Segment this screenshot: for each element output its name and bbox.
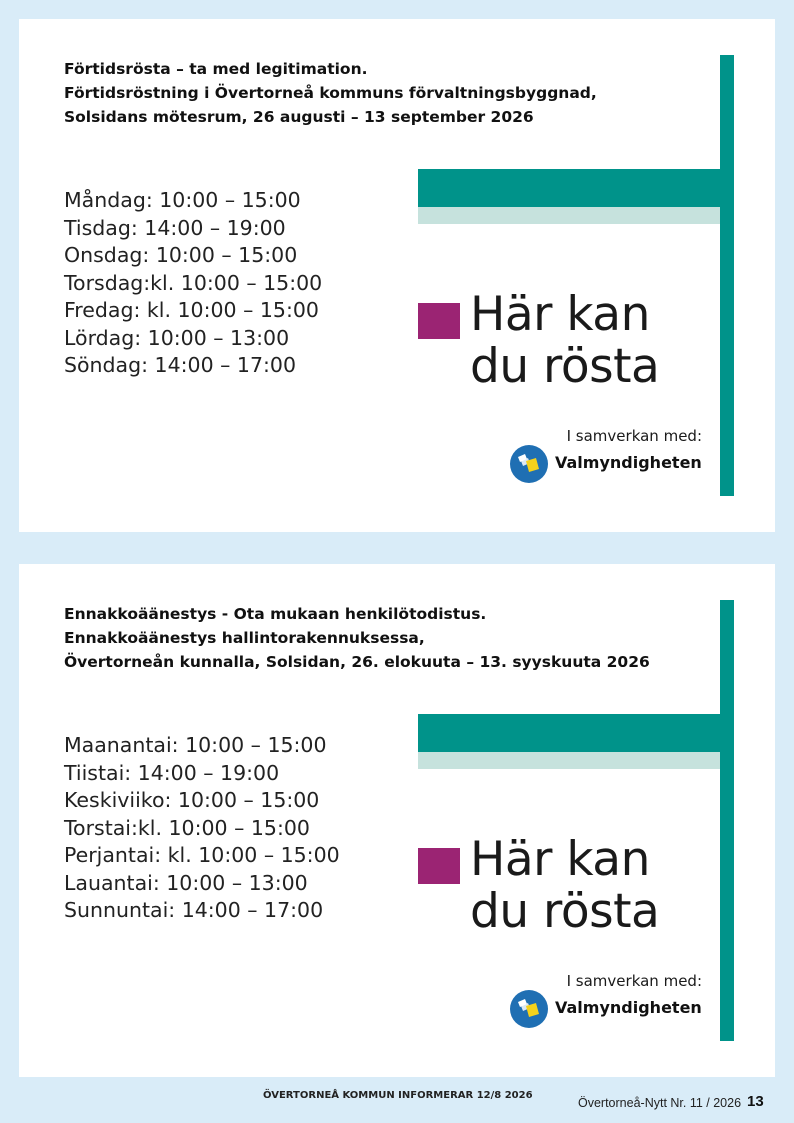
- vote-title-line: Här kan: [470, 287, 650, 342]
- page-number: 13: [747, 1093, 764, 1110]
- hours-row: Maanantai: 10:00 – 15:00: [64, 733, 327, 757]
- heading-line: Övertorneån kunnalla, Solsidan, 26. elokuuta – 13. syyskuuta 2026: [64, 653, 650, 671]
- decorative-vertical-bar: [720, 55, 734, 496]
- poster-swedish: [19, 19, 775, 532]
- valmyndigheten-logo: [510, 989, 710, 1029]
- heading-line: Solsidans mötesrum, 26 augusti – 13 september 2026: [64, 108, 534, 126]
- hours-row: Tiistai: 14:00 – 19:00: [64, 760, 280, 785]
- ballot-icon: [510, 445, 548, 483]
- decorative-vertical-bar: [720, 600, 734, 1041]
- decorative-teal-bar: [418, 169, 720, 207]
- vote-title: [470, 834, 720, 938]
- valmyndigheten-logo: [510, 444, 710, 484]
- footer-issue: Övertorneå-Nytt Nr. 11 / 2026: [578, 1096, 742, 1110]
- poster-finnish: [19, 564, 775, 1077]
- hours-row: Söndag: 14:00 – 17:00: [64, 353, 296, 377]
- hours-row: Sunnuntai: 14:00 – 17:00: [64, 898, 324, 922]
- ballot-icon: [510, 990, 548, 1028]
- heading-line: Förtidsrösta – ta med legitimation.: [64, 60, 368, 78]
- hours-row: Onsdag: 10:00 – 15:00: [64, 243, 298, 267]
- decorative-teal-bar: [418, 714, 720, 752]
- opening-hours-list: [64, 732, 394, 925]
- opening-hours-list: [64, 187, 394, 380]
- magenta-square-icon: [418, 848, 460, 884]
- footer-publication-date: ÖVERTORNEÅ KOMMUN INFORMERAR 12/8 2026: [263, 1090, 533, 1101]
- vote-title: [470, 289, 720, 393]
- heading-line: Ennakkoäänestys hallintorakennuksessa,: [64, 629, 425, 647]
- poster-heading: [64, 57, 704, 129]
- hours-row: Fredag: kl. 10:00 – 15:00: [64, 298, 319, 322]
- hours-row: Torsdag:kl. 10:00 – 15:00: [64, 270, 323, 295]
- vote-title-line: du rösta: [470, 884, 660, 939]
- magenta-square-icon: [418, 303, 460, 339]
- hours-row: Keskiviiko: 10:00 – 15:00: [64, 788, 320, 812]
- hours-row: Tisdag: 14:00 – 19:00: [64, 215, 286, 240]
- cooperation-label: I samverkan med:: [566, 972, 702, 990]
- hours-row: Torstai:kl. 10:00 – 15:00: [64, 815, 310, 840]
- cooperation-label: I samverkan med:: [566, 427, 702, 445]
- poster-heading: [64, 602, 704, 674]
- hours-row: Måndag: 10:00 – 15:00: [64, 188, 301, 212]
- logo-text: Valmyndigheten: [555, 998, 702, 1017]
- vote-title-line: Här kan: [470, 832, 650, 887]
- decorative-light-teal-bar: [418, 207, 720, 224]
- hours-row: Lördag: 10:00 – 13:00: [64, 325, 290, 350]
- heading-line: Ennakkoäänestys - Ota mukaan henkilötodistus.: [64, 605, 487, 623]
- hours-row: Perjantai: kl. 10:00 – 15:00: [64, 843, 340, 867]
- vote-title-line: du rösta: [470, 339, 660, 394]
- hours-row: Lauantai: 10:00 – 13:00: [64, 870, 308, 895]
- heading-line: Förtidsröstning i Övertorneå kommuns förvaltningsbyggnad,: [64, 84, 597, 102]
- decorative-light-teal-bar: [418, 752, 720, 769]
- logo-text: Valmyndigheten: [555, 453, 702, 472]
